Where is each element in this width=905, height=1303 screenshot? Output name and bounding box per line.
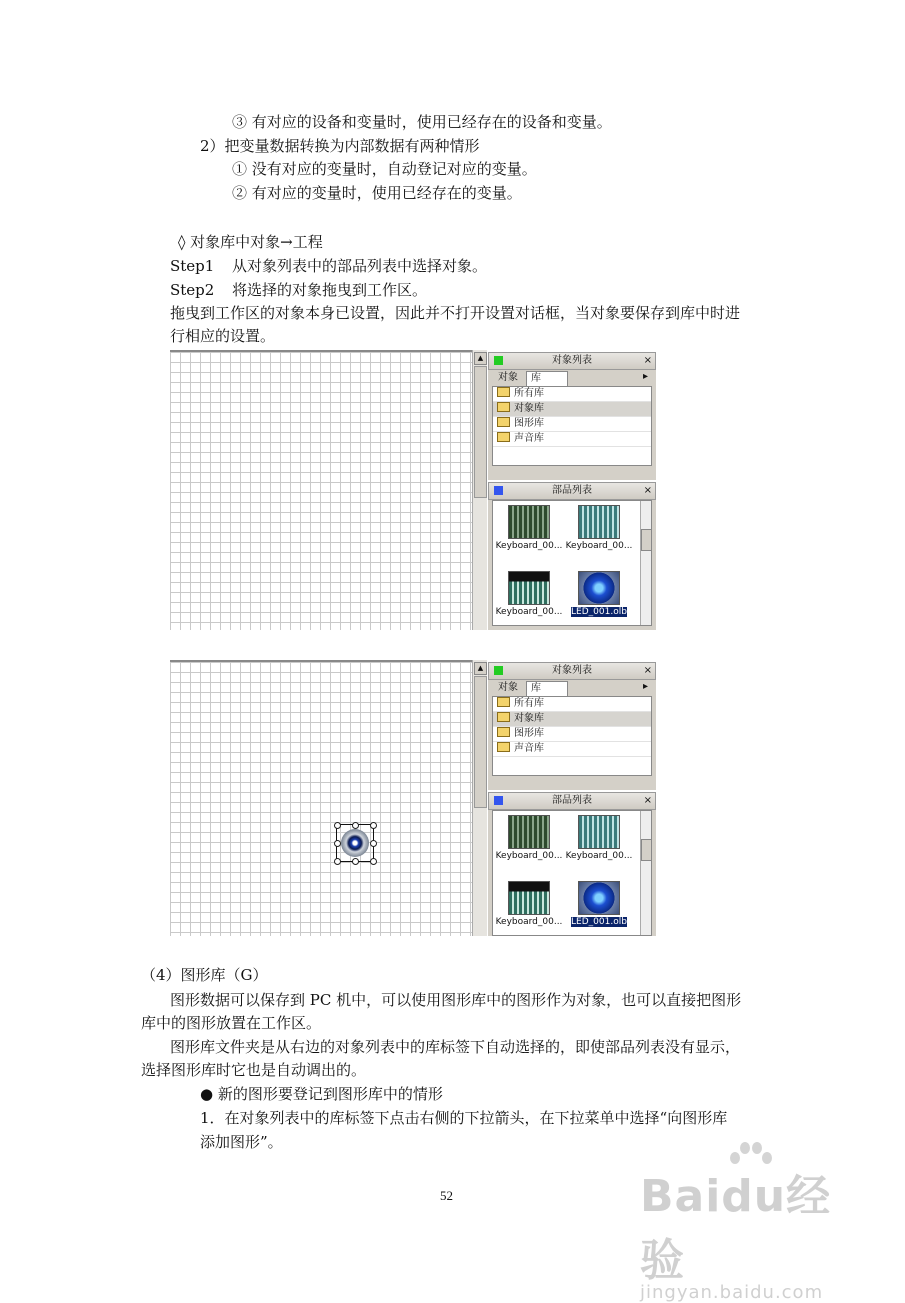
panel-icon [494,356,503,365]
tab-object[interactable]: 对象 [498,372,518,383]
tab-object[interactable]: 对象 [498,682,518,693]
folder-item[interactable]: 声音库 [493,742,651,757]
close-icon[interactable]: × [643,795,652,806]
parts-list-title: 部品列表 [552,485,592,496]
tab-library[interactable]: 库 [526,681,568,696]
keyboard-thumbnail [508,571,550,605]
parts-list-titlebar [488,482,656,500]
folder-item[interactable]: 声音库 [493,432,651,447]
step2-label: Step2 [170,281,215,299]
folder-icon [497,387,510,397]
object-list-panel [488,352,656,480]
baidu-watermark [640,1160,870,1303]
folder-item[interactable]: 图形库 [493,727,651,742]
library-folder-list [492,696,652,776]
folder-item[interactable]: 所有库 [493,387,651,402]
parts-list-panel [488,482,656,630]
bullet-new-graphic: ● 新的图形要登记到图形库中的情形 [200,1085,443,1103]
close-icon[interactable]: × [643,485,652,496]
parts-list-panel [488,792,656,936]
paw-logo-icon [730,1142,770,1170]
panel-icon [494,796,503,805]
object-list-tabs [488,370,656,386]
work-area-scrollbar[interactable] [472,660,487,936]
folder-item[interactable]: 对象库 [493,402,651,417]
step1-label: Step1 [170,257,215,275]
parts-list-title: 部品列表 [552,795,592,806]
folder-icon [497,712,510,722]
watermark-url: jingyan.baidu.com [640,1282,824,1303]
folder-icon [497,417,510,427]
screenshot-after-drag [170,660,656,936]
folder-item[interactable]: 图形库 [493,417,651,432]
scroll-thumb[interactable] [474,366,487,498]
numbered-item-1-line1: 1．在对象列表中的库标签下点击右侧的下拉箭头，在下拉菜单中选择“向图形库 [200,1109,728,1127]
folder-icon [497,432,510,442]
part-item[interactable]: Keyboard_00... [495,881,563,927]
keyboard-thumbnail [578,815,620,849]
scroll-up-icon[interactable]: ▲ [474,352,487,365]
work-area-grid[interactable] [170,350,472,630]
step1-text: 从对象列表中的部品列表中选择对象。 [232,257,488,275]
led-icon [341,829,369,857]
close-icon[interactable]: × [643,665,652,676]
paragraph-folder-line2: 选择图形库时它也是自动调出的。 [141,1061,367,1079]
keyboard-thumbnail [508,881,550,915]
panel-icon [494,666,503,675]
object-list-panel [488,662,656,790]
scroll-up-icon[interactable]: ▲ [474,662,487,675]
watermark-brand: Baidu经验 [640,1171,832,1286]
text-line-option1: ① 没有对应的变量时，自动登记对应的变量。 [232,160,537,178]
led-thumbnail [578,881,620,915]
led-thumbnail [578,571,620,605]
parts-scrollbar[interactable] [640,811,651,935]
parts-grid [492,810,652,936]
parts-grid [492,500,652,626]
work-area-grid[interactable] [170,660,472,936]
part-item[interactable]: Keyboard_00... [565,815,633,861]
paragraph-graphics-line1: 图形数据可以保存到 PC 机中，可以使用图形库中的图形作为对象，也可以直接把图形 [170,991,742,1009]
folder-item[interactable]: 所有库 [493,697,651,712]
folder-icon [497,727,510,737]
scroll-thumb[interactable] [474,676,487,808]
parts-list-titlebar [488,792,656,810]
text-line-option2: ② 有对应的变量时，使用已经存在的变量。 [232,184,522,202]
numbered-item-1-line2: 添加图形”。 [200,1133,283,1151]
text-line-option3: ③ 有对应的设备和变量时，使用已经存在的设备和变量。 [232,113,612,131]
paragraph-drag-line1: 拖曳到工作区的对象本身已设置，因此并不打开设置对话框，当对象要保存到库中时进 [170,304,741,322]
part-item-led[interactable]: LED_001.olb [565,881,633,927]
heading-library-to-project: ◊ 对象库中对象→工程 [178,233,323,251]
screenshot-before-drag [170,350,656,630]
part-item-led[interactable]: LED_001.olb [565,571,633,617]
keyboard-thumbnail [508,505,550,539]
step2-text: 将选择的对象拖曳到工作区。 [232,281,428,299]
folder-icon [497,402,510,412]
keyboard-thumbnail [578,505,620,539]
close-icon[interactable]: × [643,355,652,366]
library-folder-list [492,386,652,466]
part-item[interactable]: Keyboard_00... [495,815,563,861]
panel-icon [494,486,503,495]
part-item[interactable]: Keyboard_00... [565,505,633,551]
folder-icon [497,697,510,707]
folder-item[interactable]: 对象库 [493,712,651,727]
parts-scrollbar[interactable] [640,501,651,625]
paragraph-drag-line2: 行相应的设置。 [170,327,276,345]
dropdown-arrow-icon[interactable]: ▸ [642,681,648,692]
part-item[interactable]: Keyboard_00... [495,571,563,617]
object-list-titlebar [488,662,656,680]
keyboard-thumbnail [508,815,550,849]
placed-led-object[interactable] [336,824,374,862]
object-list-title: 对象列表 [552,665,592,676]
tab-library[interactable]: 库 [526,371,568,386]
object-list-titlebar [488,352,656,370]
section-heading-graphics-library: （4）图形库（G） [141,966,268,984]
work-area-scrollbar[interactable] [472,350,487,630]
object-list-title: 对象列表 [552,355,592,366]
object-list-tabs [488,680,656,696]
dropdown-arrow-icon[interactable]: ▸ [642,371,648,382]
paragraph-graphics-line2: 库中的图形放置在工作区。 [141,1014,322,1032]
page-number: 52 [440,1188,453,1203]
text-line-two-cases: 2）把变量数据转换为内部数据有两种情形 [200,137,480,155]
part-item[interactable]: Keyboard_00... [495,505,563,551]
paragraph-folder-line1: 图形库文件夹是从右边的对象列表中的库标签下自动选择的，即使部品列表没有显示， [170,1038,741,1056]
folder-icon [497,742,510,752]
